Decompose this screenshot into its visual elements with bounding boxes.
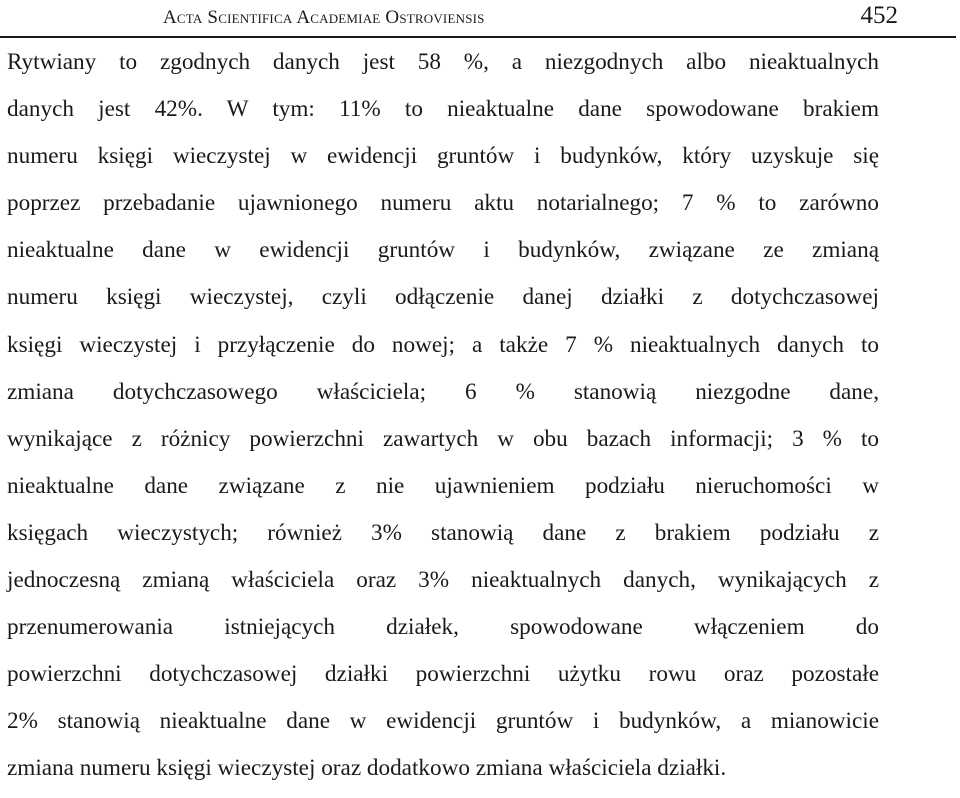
text-line: księgach wieczystych; również 3% stanowią dane z brakiem podziału z [7,519,879,546]
text-line: przenumerowania istniejących działek, spowodowane włączeniem do [7,614,879,641]
text-line: powierzchni dotychczasowej działki powierzchni użytku rowu oraz pozostałe [7,661,879,688]
text-line: nieaktualne dane związane z nie ujawnieniem podziału nieruchomości w [7,472,879,499]
text-line: jednoczesną zmianą właściciela oraz 3% nieaktualnych danych, wynikających z [7,567,879,594]
text-line: nieaktualne dane w ewidencji gruntów i budynków, związane ze zmianą [7,237,879,264]
text-line: księgi wieczystej i przyłączenie do nowej; a także 7 % nieaktualnych danych to [7,331,879,358]
text-line: zmiana numeru księgi wieczystej oraz dodatkowo zmiana właściciela działki. [7,755,727,782]
page-number: 452 [860,2,898,29]
text-line: wynikające z różnicy powierzchni zawartych w obu bazach informacji; 3 % to [7,425,879,452]
text-line: danych jest 42%. W tym: 11% to nieaktualne dane spowodowane brakiem [7,96,879,123]
page-header [0,0,956,38]
journal-title: Acta Scientifica Academiae Ostroviensis [163,7,485,28]
text-line: 2% stanowią nieaktualne dane w ewidencji gruntów i budynków, a mianowicie [7,708,879,735]
text-line: numeru księgi wieczystej w ewidencji gruntów i budynków, który uzyskuje się [7,143,879,170]
body-paragraph [7,44,879,798]
text-line: zmiana dotychczasowego właściciela; 6 % stanowią niezgodne dane, [7,378,879,405]
text-line: poprzez przebadanie ujawnionego numeru aktu notarialnego; 7 % to zarówno [7,190,879,217]
text-line: numeru księgi wieczystej, czyli odłączenie danej działki z dotychczasowej [7,284,879,311]
text-line: Rytwiany to zgodnych danych jest 58 %, a niezgodnych albo nieaktualnych [7,49,879,75]
